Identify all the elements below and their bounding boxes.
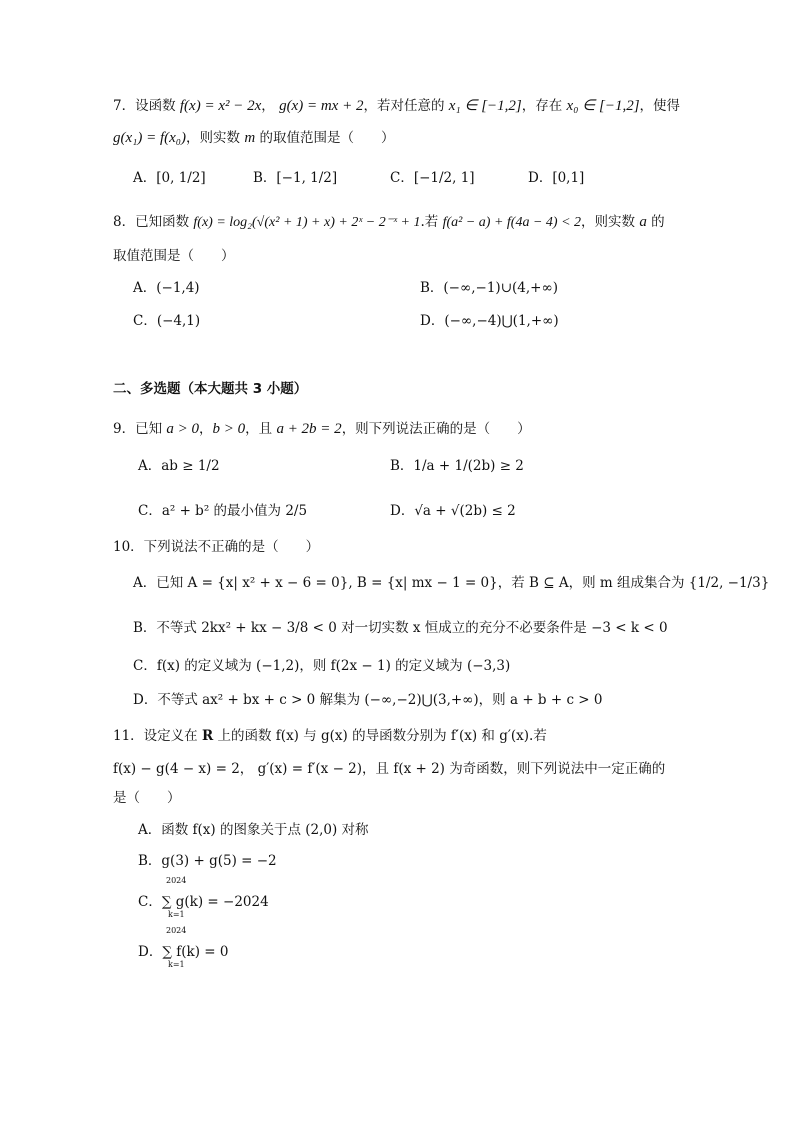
q8-line1: 8．已知函数 f(x) = log₂(√(x² + 1) + x) + 2ˣ − 2⁻ˣ + 1.若 f(a² − a) + f(4a − 4) < 2，则实数 a 的 bbox=[113, 214, 665, 230]
q9-option-a: A．ab ≥ 1/2 bbox=[138, 458, 220, 474]
q7-line1: 7．设函数 f(x) = x² − 2x， g(x) = mx + 2，若对任意的 x₁ ∈ [−1,2]，存在 x₀ ∈ [−1,2]，使得 bbox=[113, 98, 681, 114]
q8-option-b: B．(−∞,−1)∪(4,+∞) bbox=[420, 280, 558, 296]
q10-option-d: D．不等式 ax² + bx + c > 0 解集为 (−∞,−2)⋃(3,+∞)，则 a + b + c > 0 bbox=[133, 692, 603, 708]
q11-c-sum-lower: k=1 bbox=[168, 910, 185, 919]
q9-option-b: B．1/a + 1/(2b) ≥ 2 bbox=[390, 458, 524, 474]
q7-option-c: C．[−1/2, 1] bbox=[390, 170, 475, 186]
q7-option-a: A．[0, 1/2] bbox=[133, 170, 206, 186]
q11-line2: f(x) − g(4 − x) = 2， g′(x) = f′(x − 2)，且 f(x + 2) 为奇函数，则下列说法中一定正确的 bbox=[113, 761, 666, 777]
q11-line1: 11．设定义在 R 上的函数 f(x) 与 g(x) 的导函数分别为 f′(x) 和 g′(x).若 bbox=[113, 728, 547, 744]
q10-option-a: A．已知 A = {x| x² + x − 6 = 0}, B = {x| mx − 1 = 0}，若 B ⊆ A，则 m 组成集合为 {1/2, −1/3} bbox=[133, 575, 770, 591]
q9-option-c: C．a² + b² 的最小值为 2/5 bbox=[138, 503, 308, 519]
section-heading: 二、多选题（本大题共 3 小题） bbox=[113, 381, 308, 397]
q11-d-sum-lower: k=1 bbox=[168, 960, 185, 969]
q7-option-b: B．[−1, 1/2] bbox=[253, 170, 338, 186]
q11-d-sum-upper: 2024 bbox=[166, 926, 187, 935]
q7-option-d: D．[0,1] bbox=[528, 170, 585, 186]
q7-line2: g(x₁) = f(x₀)，则实数 m 的取值范围是（ ） bbox=[113, 130, 395, 146]
q8-option-c: C．(−4,1) bbox=[133, 313, 201, 329]
q10-option-c: C．f(x) 的定义域为 (−1,2)，则 f(2x − 1) 的定义域为 (−3,3) bbox=[133, 658, 511, 674]
q8-option-a: A．(−1,4) bbox=[133, 280, 200, 296]
q11-c-sum-upper: 2024 bbox=[166, 876, 187, 885]
q8-option-d: D．(−∞,−4)⋃(1,+∞) bbox=[420, 313, 559, 329]
q11-option-c: C．∑ g(k) = −2024 bbox=[138, 894, 269, 910]
q9-option-d: D．√a + √(2b) ≤ 2 bbox=[390, 503, 516, 519]
q11-line3: 是（ ） bbox=[113, 790, 181, 806]
q11-option-b: B．g(3) + g(5) = −2 bbox=[138, 853, 277, 869]
q10-stem: 10．下列说法不正确的是（ ） bbox=[113, 539, 320, 555]
q11-option-a: A．函数 f(x) 的图象关于点 (2,0) 对称 bbox=[138, 822, 369, 838]
q10-option-b: B．不等式 2kx² + kx − 3/8 < 0 对一切实数 x 恒成立的充分不必要条件是 −3 < k < 0 bbox=[133, 620, 668, 636]
q8-line2: 取值范围是（ ） bbox=[113, 248, 235, 264]
q9-stem: 9．已知 a > 0，b > 0，且 a + 2b = 2，则下列说法正确的是（ ） bbox=[113, 421, 531, 437]
q11-option-d: D．∑ f(k) = 0 bbox=[138, 944, 229, 960]
